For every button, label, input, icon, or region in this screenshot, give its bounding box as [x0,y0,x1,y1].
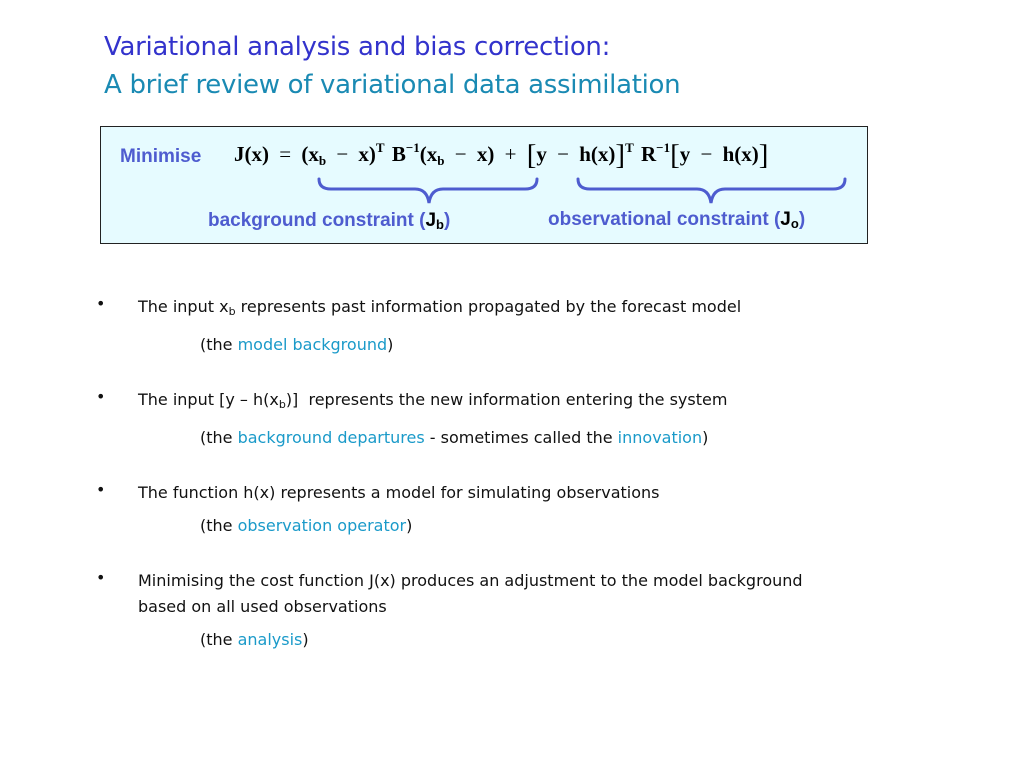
eq-minus: − [700,142,713,166]
bullet-text: The input $[y - h(x_b)]$ represents the new information entering the system [138,390,728,411]
eq-x: x [597,142,609,166]
title-line-1: Variational analysis and bias correction: [104,32,611,62]
eq-plus: + [504,142,517,166]
eq-minus: − [557,142,569,166]
eq-inverse: −1 [656,140,671,155]
background-constraint-label: background constraint $(J_b)$ [208,210,451,232]
bullet-text: The function h(x) represents a model for simulating observations [138,483,660,502]
bullet-marker: • [96,568,106,587]
eq-R: R [641,142,657,166]
slide-title [104,28,680,104]
eq-x: x [476,142,488,166]
term-innovation: innovation [617,428,703,447]
bullet-annotation: (the background departures - sometimes called the innovation) [200,428,709,447]
eq-minus: − [336,142,349,166]
title-line-2: A brief review of variational data assimilation [104,70,681,100]
bullet-marker: • [96,294,106,313]
eq-minus: − [454,142,467,166]
term-model-background: model background [237,335,388,354]
minimise-label: Minimise [120,146,202,167]
jo-symbol: $J_o$ [780,209,799,231]
bullet-marker: • [96,387,106,406]
eq-equals: = [279,142,292,166]
eq-xb-sub: b [437,153,445,168]
list-item [90,387,950,451]
term-background-departures: background departures [237,428,425,447]
eq-x: x [741,142,752,166]
eq-J: J [234,142,245,166]
eq-transpose: T [375,140,385,155]
eq-inverse: −1 [405,140,420,155]
jb-symbol: $J_b$ [425,210,444,232]
list-item [90,568,950,653]
background-underbrace [319,179,537,203]
eq-x: x [358,142,369,166]
eq-B: B [391,142,406,166]
bullet-annotation: (the observation operator) [200,516,413,535]
term-observation-operator: observation operator [237,516,407,535]
bullet-marker: • [96,480,106,499]
bullet-text-line-2: based on all used observations [138,597,387,616]
bullet-text: The input $x_b$ represents past information propagated by the forecast model [138,297,742,318]
eq-xb-sub: b [318,153,327,168]
eq-transpose: T [625,140,634,155]
list-item [90,294,950,358]
eq-xb: x [308,142,319,166]
equation-box [100,126,868,244]
list-item [90,480,950,539]
term-analysis: analysis [237,630,303,649]
bullet-list [90,294,950,682]
bullet-text-line-1: Minimising the cost function J(x) produces an adjustment to the model background [138,571,803,590]
bullet-annotation: (the analysis) [200,630,309,649]
cost-function-equation: $J(x) = (x_b - x)^T$ $B^{-1}(x_b - x) + [y - h(x)]^T$ $R^{-1}[y - h(x)]$ [234,139,769,171]
observational-underbrace [578,179,845,203]
eq-x: x [251,142,262,166]
eq-y: y [536,142,547,166]
eq-xb: x [426,142,438,166]
observational-constraint-label: observational constraint $(J_o)$ [548,209,806,231]
bullet-annotation: (the model background) [200,335,394,354]
eq-h: h [722,142,735,166]
eq-h: h [579,142,591,166]
eq-y: y [679,142,691,166]
